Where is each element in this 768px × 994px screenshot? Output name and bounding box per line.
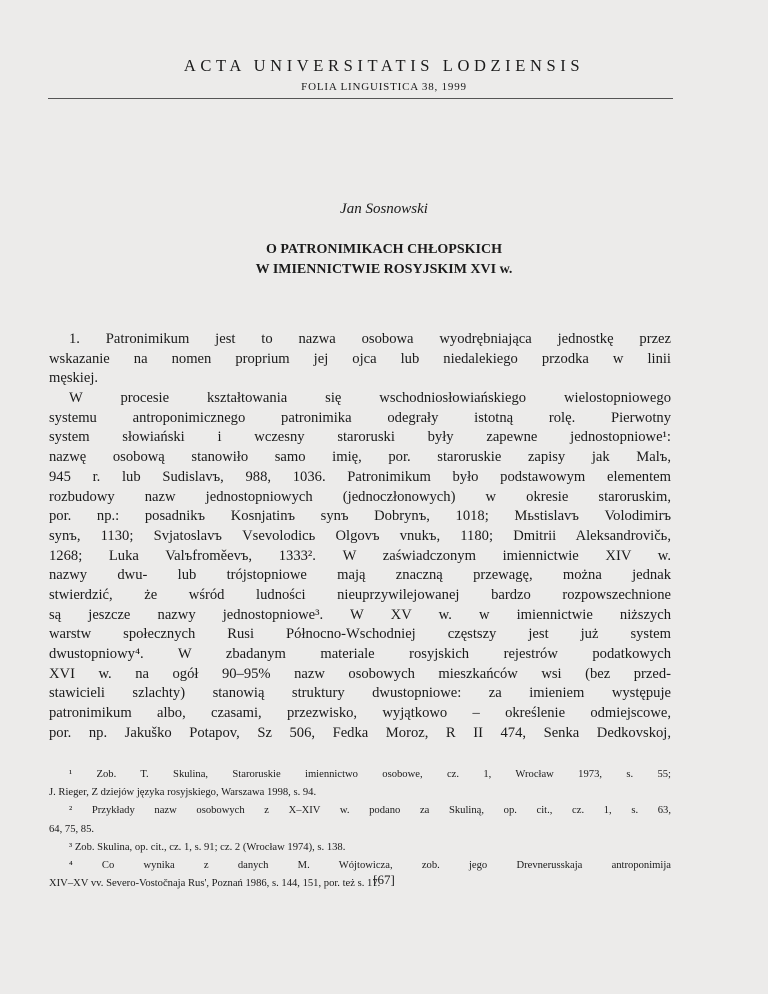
footnote-line: J. Rieger, Z dziejów języka rosyjskiego, Warszawa 1998, s. 94. xyxy=(49,787,317,799)
body-line: 945 r. lub Sudislavъ, 988, 1036. Patronimikum było podstawowym elementem xyxy=(49,468,671,485)
body-text xyxy=(49,330,671,743)
body-line: dwustopniowy⁴. W zbadanym materiale rosyjskich rejestrów podatkowych xyxy=(49,646,671,662)
body-line: rozbudowy nazw jednostopniowych (jednoczłonowych) w okresie staroruskim, xyxy=(49,488,671,505)
title-line: W IMIENNICTWIE ROSYJSKIM XVI w. xyxy=(255,262,513,277)
footnote-line: 64, 75, 85. xyxy=(49,823,95,835)
footnote-line: ² Przykłady nazw osobowych z X–XIV w. podano za Skuliną, op. cit., cz. 1, s. 63, xyxy=(69,805,671,817)
body-line: XVI w. na ogół 90–95% nazw osobowych mieszkańców wsi (bez przed- xyxy=(49,665,671,682)
body-line: warstw społecznych Rusi Północno-Wschodniej częstszy jest już system xyxy=(49,626,671,643)
footnote-line: ¹ Zob. T. Skulina, Staroruskie imiennictwo osobowe, cz. 1, Wrocław 1973, s. 55; xyxy=(69,769,671,780)
author-name: Jan Sosnowski xyxy=(340,201,428,217)
body-line: nazwę osobową stanowiło samo imię, por. staroruskie zapisy jak Malъ, xyxy=(49,449,671,466)
header-rule xyxy=(48,98,673,99)
title-line: O PATRONIMIKACH CHŁOPSKICH xyxy=(266,242,502,257)
series-line: FOLIA LINGUISTICA 38, 1999 xyxy=(301,81,467,93)
body-line: systemu antroponimicznego patronimika odegrały istotną rolę. Pierwotny xyxy=(49,409,671,426)
body-line: por. np.: posadnikъ Kosnjatinъ synъ Dobrynъ, 1018; Mьstislavъ Volodimirъ xyxy=(49,508,671,525)
body-line: są jeszcze nazwy jednostopniowe³. W XV w. w imiennictwie niższych xyxy=(49,606,671,623)
body-line: W procesie kształtowania się wschodniosłowiańskiego wielostopniowego xyxy=(69,390,671,407)
body-line: patronimikum albo, czasami, przezwisko, wyjątkowo – określenie odmiejscowe, xyxy=(49,705,671,722)
journal-header: ACTA UNIVERSITATIS LODZIENSIS xyxy=(183,56,585,75)
footnote-line: ³ Zob. Skulina, op. cit., cz. 1, s. 91; cz. 2 (Wrocław 1974), s. 138. xyxy=(69,841,346,853)
body-line: por. np. Jakuško Potapov, Sz 506, Fedka Moroz, R II 474, Senka Dedkovskoj, xyxy=(49,724,671,741)
body-line: wskazanie na nomen proprium jej ojca lub niedalekiego przodka w linii xyxy=(49,350,671,367)
body-line: męskiej. xyxy=(49,370,99,387)
footnote-line: XIV–XV vv. Severo-Vostočnaja Rus', Poznań 1986, s. 144, 151, por. też s. 17. xyxy=(49,878,381,890)
body-line: system słowiański i wczesny staroruski były zapewne jednostopniowe¹: xyxy=(49,429,671,446)
body-line: synъ, 1130; Svjatoslavъ Vsevolodicь Olgovъ vnukъ, 1180; Dmitrii Aleksandrovičь, xyxy=(49,527,671,544)
body-line: 1. Patronimikum jest to nazwa osobowa wyodrębniająca jednostkę przez xyxy=(69,331,671,347)
footnote-line: ⁴ Co wynika z danych M. Wójtowicza, zob. jego Drevnerusskaja antroponimija xyxy=(69,859,671,871)
body-line: nazwy dwu- lub trójstopniowe mają znaczną przewagę, można jednak xyxy=(49,567,671,584)
body-line: stawicieli szlachty) stanowią struktury dwustopniowe: za imieniem występuje xyxy=(49,685,671,702)
page-number: [67] xyxy=(373,872,395,887)
article-title xyxy=(0,240,768,280)
body-line: 1268; Luka Valъfroměevъ, 1333². W zaświadczonym imiennictwie XIV w. xyxy=(49,547,671,564)
body-line: stwierdzić, że wśród ludności nieuprzywilejowanej bardzo rozpowszechnione xyxy=(49,586,671,603)
